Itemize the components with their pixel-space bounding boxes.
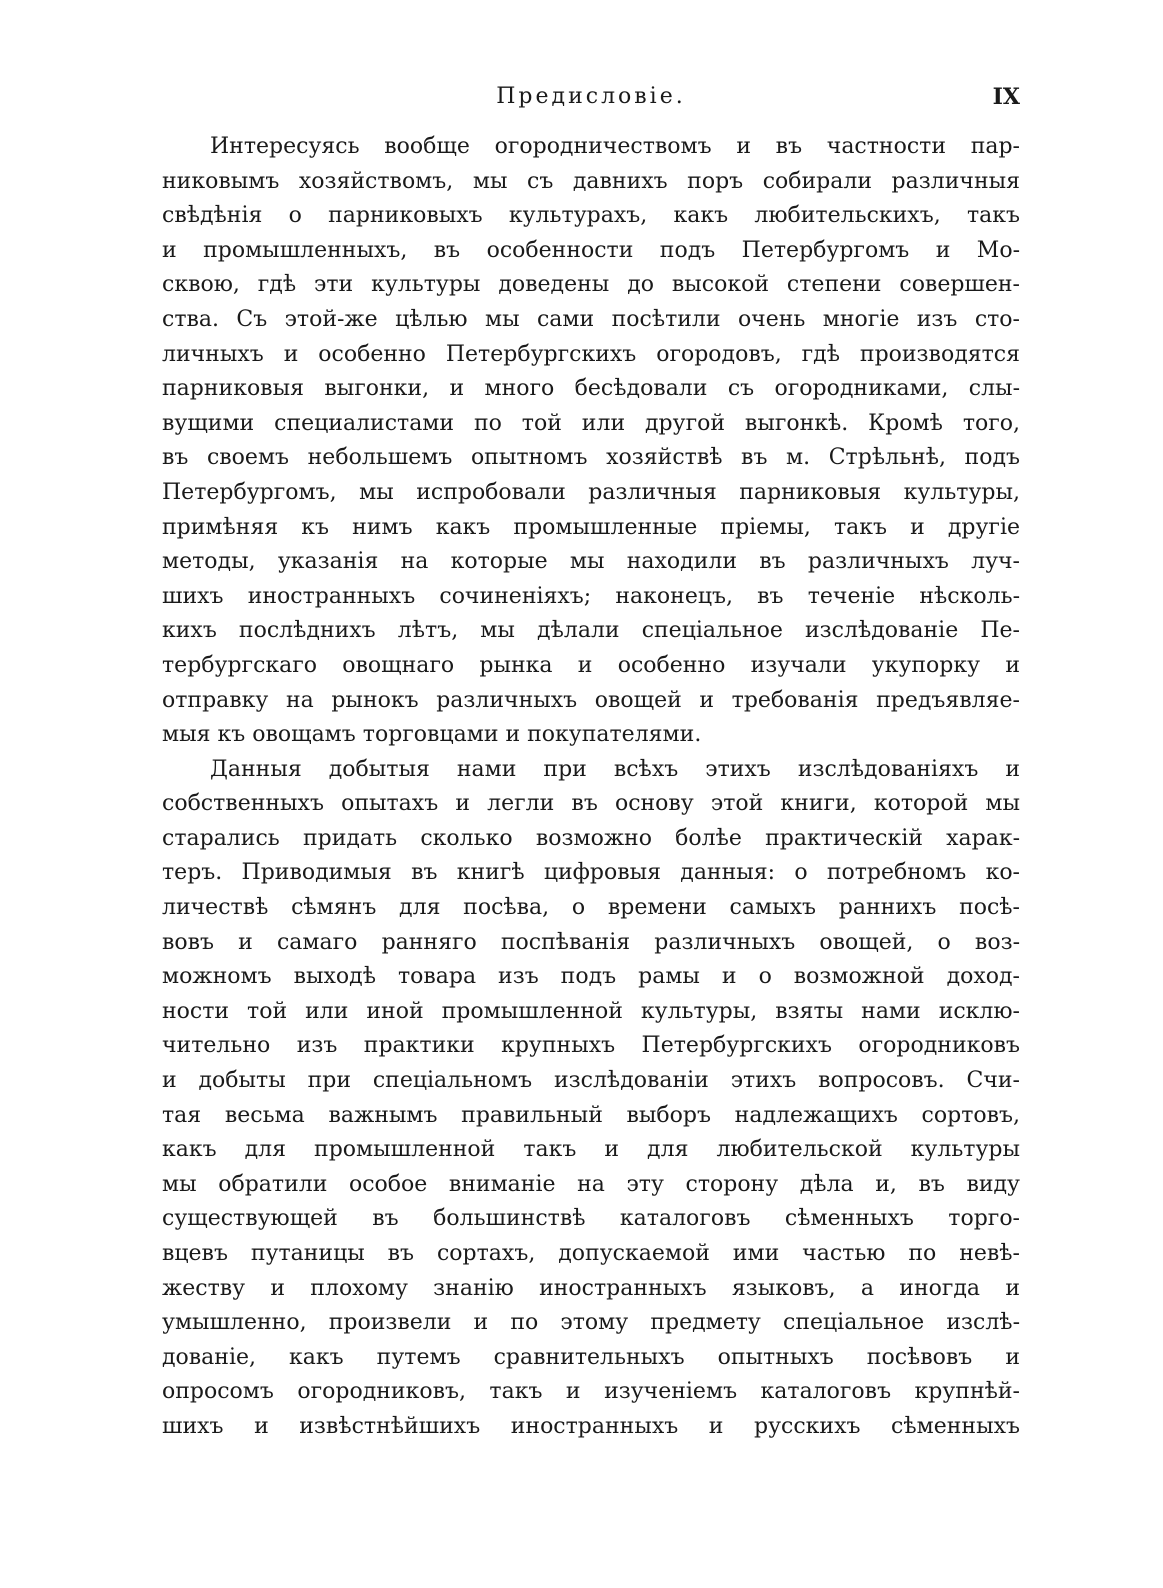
body-text	[162, 130, 1020, 1445]
text-line: старались придать сколько возможно болѣе практическій харак-	[162, 825, 1020, 851]
text-line: и промышленныхъ, въ особенности подъ Петербургомъ и Мо-	[162, 237, 1020, 263]
running-head	[162, 84, 1020, 120]
text-line: кихъ послѣднихъ лѣтъ, мы дѣлали спеціальное изслѣдованіе Пе-	[162, 618, 1020, 644]
text-line: мы обратили особое вниманіе на эту сторону дѣла и, въ виду	[162, 1171, 1020, 1197]
text-line: личествѣ сѣмянъ для посѣва, о времени самыхъ раннихъ посѣ-	[162, 895, 1020, 921]
text-line: ности той или иной промышленной культуры, взяты нами исклю-	[162, 998, 1020, 1024]
text-line: примѣняя къ нимъ какъ промышленные пріемы, такъ и другіе	[162, 514, 1020, 540]
text-line: существующей въ большинствѣ каталоговъ сѣменныхъ торго-	[162, 1206, 1020, 1232]
text-line: никовымъ хозяйствомъ, мы съ давнихъ поръ собирали различныя	[162, 168, 1020, 194]
text-line: методы, указанія на которые мы находили въ различныхъ луч-	[162, 549, 1020, 575]
text-line: умышленно, произвели и по этому предмету спеціальное изслѣ-	[162, 1310, 1020, 1336]
text-line: вцевъ путаницы въ сортахъ, допускаемой ими частью по невѣ-	[162, 1241, 1020, 1266]
text-line: собственныхъ опытахъ и легли въ основу этой книги, которой мы	[162, 791, 1020, 817]
text-line: въ своемъ небольшемъ опытномъ хозяйствѣ въ м. Стрѣльнѣ, подъ	[162, 445, 1020, 471]
text-line: вущими специалистами по той или другой выгонкѣ. Кромѣ того,	[162, 410, 1020, 436]
text-line: свѣдѣнія о парниковыхъ культурахъ, какъ любительскихъ, такъ	[162, 203, 1020, 229]
text-line: вовъ и самаго ранняго поспѣванія различныхъ овощей, о воз-	[162, 929, 1020, 955]
text-line: ства. Съ этой-же цѣлью мы сами посѣтили очень многіе изъ сто-	[162, 306, 1020, 332]
text-line: тербургскаго овощнаго рынка и особенно изучали укупорку и	[162, 652, 1020, 678]
text-line: личныхъ и особенно Петербургскихъ огородовъ, гдѣ производятся	[162, 341, 1020, 367]
text-line: шихъ и извѣстнѣйшихъ иностранныхъ и русскихъ сѣменныхъ	[162, 1413, 1020, 1439]
text-line: Интересуясь вообще огородничествомъ и въ частности пар-	[210, 134, 1020, 159]
text-line: отправку на рынокъ различныхъ овощей и требованія предъявляе-	[162, 687, 1020, 713]
text-line: тая весьма важнымъ правильный выборъ надлежащихъ сортовъ,	[162, 1102, 1020, 1128]
text-line: теръ. Приводимыя въ книгѣ цифровыя данныя: о потребномъ ко-	[162, 860, 1020, 886]
page-number: IX	[992, 84, 1020, 110]
text-line: парниковыя выгонки, и много бесѣдовали съ огородниками, слы-	[162, 376, 1020, 402]
text-line: мыя къ овощамъ торговцами и покупателями.	[162, 722, 702, 748]
running-title: Предисловіе.	[496, 84, 686, 109]
text-line: дованіе, какъ путемъ сравнительныхъ опытныхъ посѣвовъ и	[162, 1344, 1020, 1370]
text-line: какъ для промышленной такъ и для любительской культуры	[162, 1137, 1020, 1163]
text-line: чительно изъ практики крупныхъ Петербургскихъ огородниковъ	[162, 1033, 1020, 1059]
text-line: можномъ выходѣ товара изъ подъ рамы и о возможной доход-	[162, 964, 1020, 990]
text-line: Петербургомъ, мы испробовали различныя парниковыя культуры,	[162, 479, 1020, 505]
text-line: и добыты при спеціальномъ изслѣдованіи этихъ вопросовъ. Счи-	[162, 1068, 1020, 1094]
text-line: шихъ иностранныхъ сочиненіяхъ; наконецъ, въ теченіе нѣсколь-	[162, 583, 1020, 609]
text-line: сквою, гдѣ эти культуры доведены до высокой степени совершен-	[162, 272, 1020, 298]
text-line: опросомъ огородниковъ, такъ и изученіемъ каталоговъ крупнѣй-	[162, 1379, 1020, 1405]
text-line: жеству и плохому знанію иностранныхъ языковъ, а иногда и	[162, 1275, 1020, 1301]
text-line: Данныя добытыя нами при всѣхъ этихъ изслѣдованіяхъ и	[210, 756, 1020, 782]
